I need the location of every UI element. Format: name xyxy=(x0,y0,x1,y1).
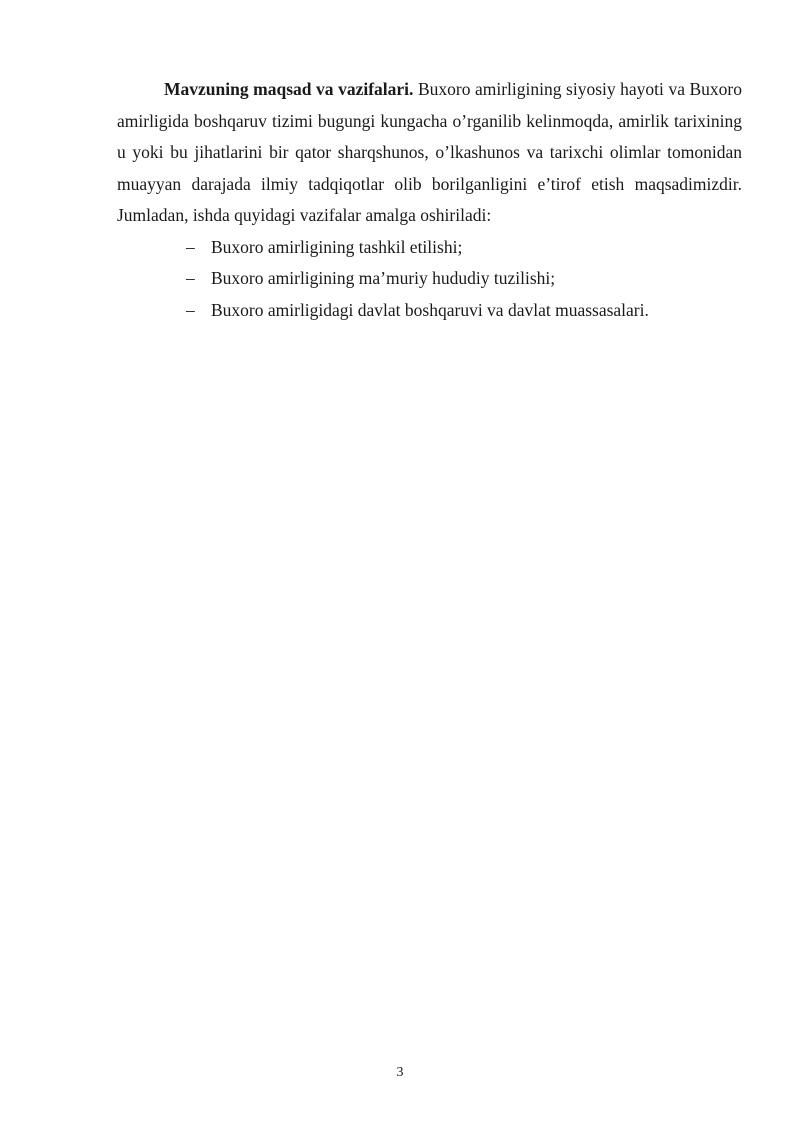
intro-paragraph-text: Buxoro amirligining siyosiy hayoti va Buxoro amirligida boshqaruv tizimi bugungi kungacha o’rganilib kelinmoqda, amirlik tarixining u yoki bu jihatlarini bir qator sharqshunos, o’lkashunos va tarixchi olimlar tomonidan muayyan darajada ilmiy tadqiqotlar olib borilganligini e’tirof etish maqsadimizdir. Jumladan, ishda quyidagi vazifalar amalga oshiriladi: xyxy=(117,79,742,225)
dash-bullet-icon: – xyxy=(186,236,195,257)
list-item-text: Buxoro amirligining tashkil etilishi; xyxy=(211,236,463,257)
list-item xyxy=(117,263,742,295)
list-item xyxy=(117,232,742,264)
dash-bullet-icon: – xyxy=(186,268,195,288)
tasks-list xyxy=(117,232,742,327)
list-item-text: Buxoro amirligidagi davlat boshqaruvi va davlat muassasalari. xyxy=(211,299,649,320)
page-number: 3 xyxy=(396,1065,404,1080)
intro-paragraph xyxy=(117,74,742,232)
dash-bullet-icon: – xyxy=(186,299,195,320)
section-lead-heading: Mavzuning maqsad va vazifalari. xyxy=(164,79,414,99)
list-item xyxy=(117,295,742,327)
page-content xyxy=(117,74,742,326)
list-item-text: Buxoro amirligining ma’muriy hududiy tuzilishi; xyxy=(211,268,556,288)
